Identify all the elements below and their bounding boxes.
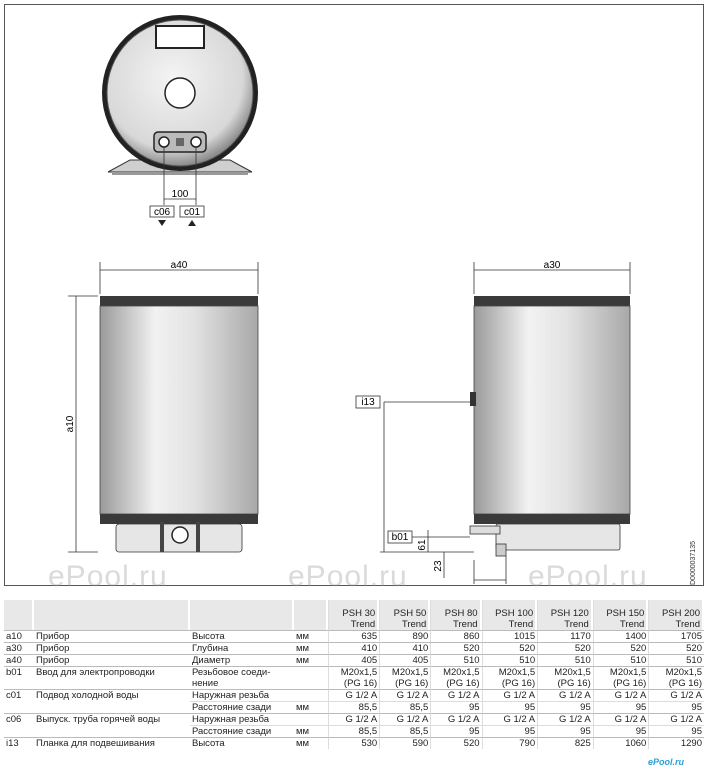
drawing-frame [4,4,704,586]
table-row: a40 Прибор Диаметр мм 405 405 510 510 510 510 510 [6,655,702,666]
watermark: ePool.ru [288,560,408,593]
specs-table [4,600,704,749]
tag-i13: i13 [361,397,375,408]
dim-a10: a10 [65,415,76,433]
table-header [4,600,704,630]
watermark: ePool.ru [48,560,168,593]
table-row: Расстояние сзади мм 85,5 85,5 95 95 95 95 95 [192,726,702,737]
dim-a30: a30 [543,260,561,271]
dim-a40: a40 [170,260,188,271]
document-id: D0000037135 [690,541,697,585]
model-header: PSH 80 Trend [430,600,481,630]
dim-23: 23 [433,560,444,572]
dim-61: 61 [417,539,428,551]
watermark: ePool.ru [528,560,648,593]
tag-b01: b01 [391,532,409,543]
table-row: c06 Выпуск. труба горячей воды Наружная резьба G 1/2 A G 1/2 A G 1/2 A G 1/2 A G 1/2 A G 1/2 A G 1/2 A [6,714,702,725]
model-header: PSH 100 Trend [482,600,538,630]
model-header: PSH 30 Trend [328,600,379,630]
table-row: c01 Подвод холодной воды Наружная резьба G 1/2 A G 1/2 A G 1/2 A G 1/2 A G 1/2 A G 1/2 A G 1/2 A [6,690,702,701]
table-row: i13 Планка для подвешивания Высота мм 530 590 520 790 825 1060 1290 [6,738,702,749]
table-row: b01 Ввод для электропроводки Резьбовое соеди- нение M20x1,5 (PG 16) M20x1,5 (PG 16) M20x1,5 (PG 16) M20x1,5 (PG 16) M20x1,5 (PG 16) M20x1,5 (PG 16) M20x1,5 (PG 16) [6,667,702,689]
model-header: PSH 150 Trend [593,600,649,630]
table-row: Расстояние сзади мм 85,5 85,5 95 95 95 95 95 [192,702,702,713]
model-header: PSH 50 Trend [379,600,430,630]
tag-c01: c01 [183,207,201,218]
tag-c06: c06 [153,207,171,218]
dim-100: 100 [171,189,189,200]
corner-logo: ePool.ru [648,757,685,767]
table-row: a10 Прибор Высота мм 635 890 860 1015 1170 1400 1705 [6,631,702,642]
model-header: PSH 200 Trend [648,600,704,630]
model-header: PSH 120 Trend [537,600,593,630]
table-row: a30 Прибор Глубина мм 410 410 520 520 520 520 520 [6,643,702,654]
